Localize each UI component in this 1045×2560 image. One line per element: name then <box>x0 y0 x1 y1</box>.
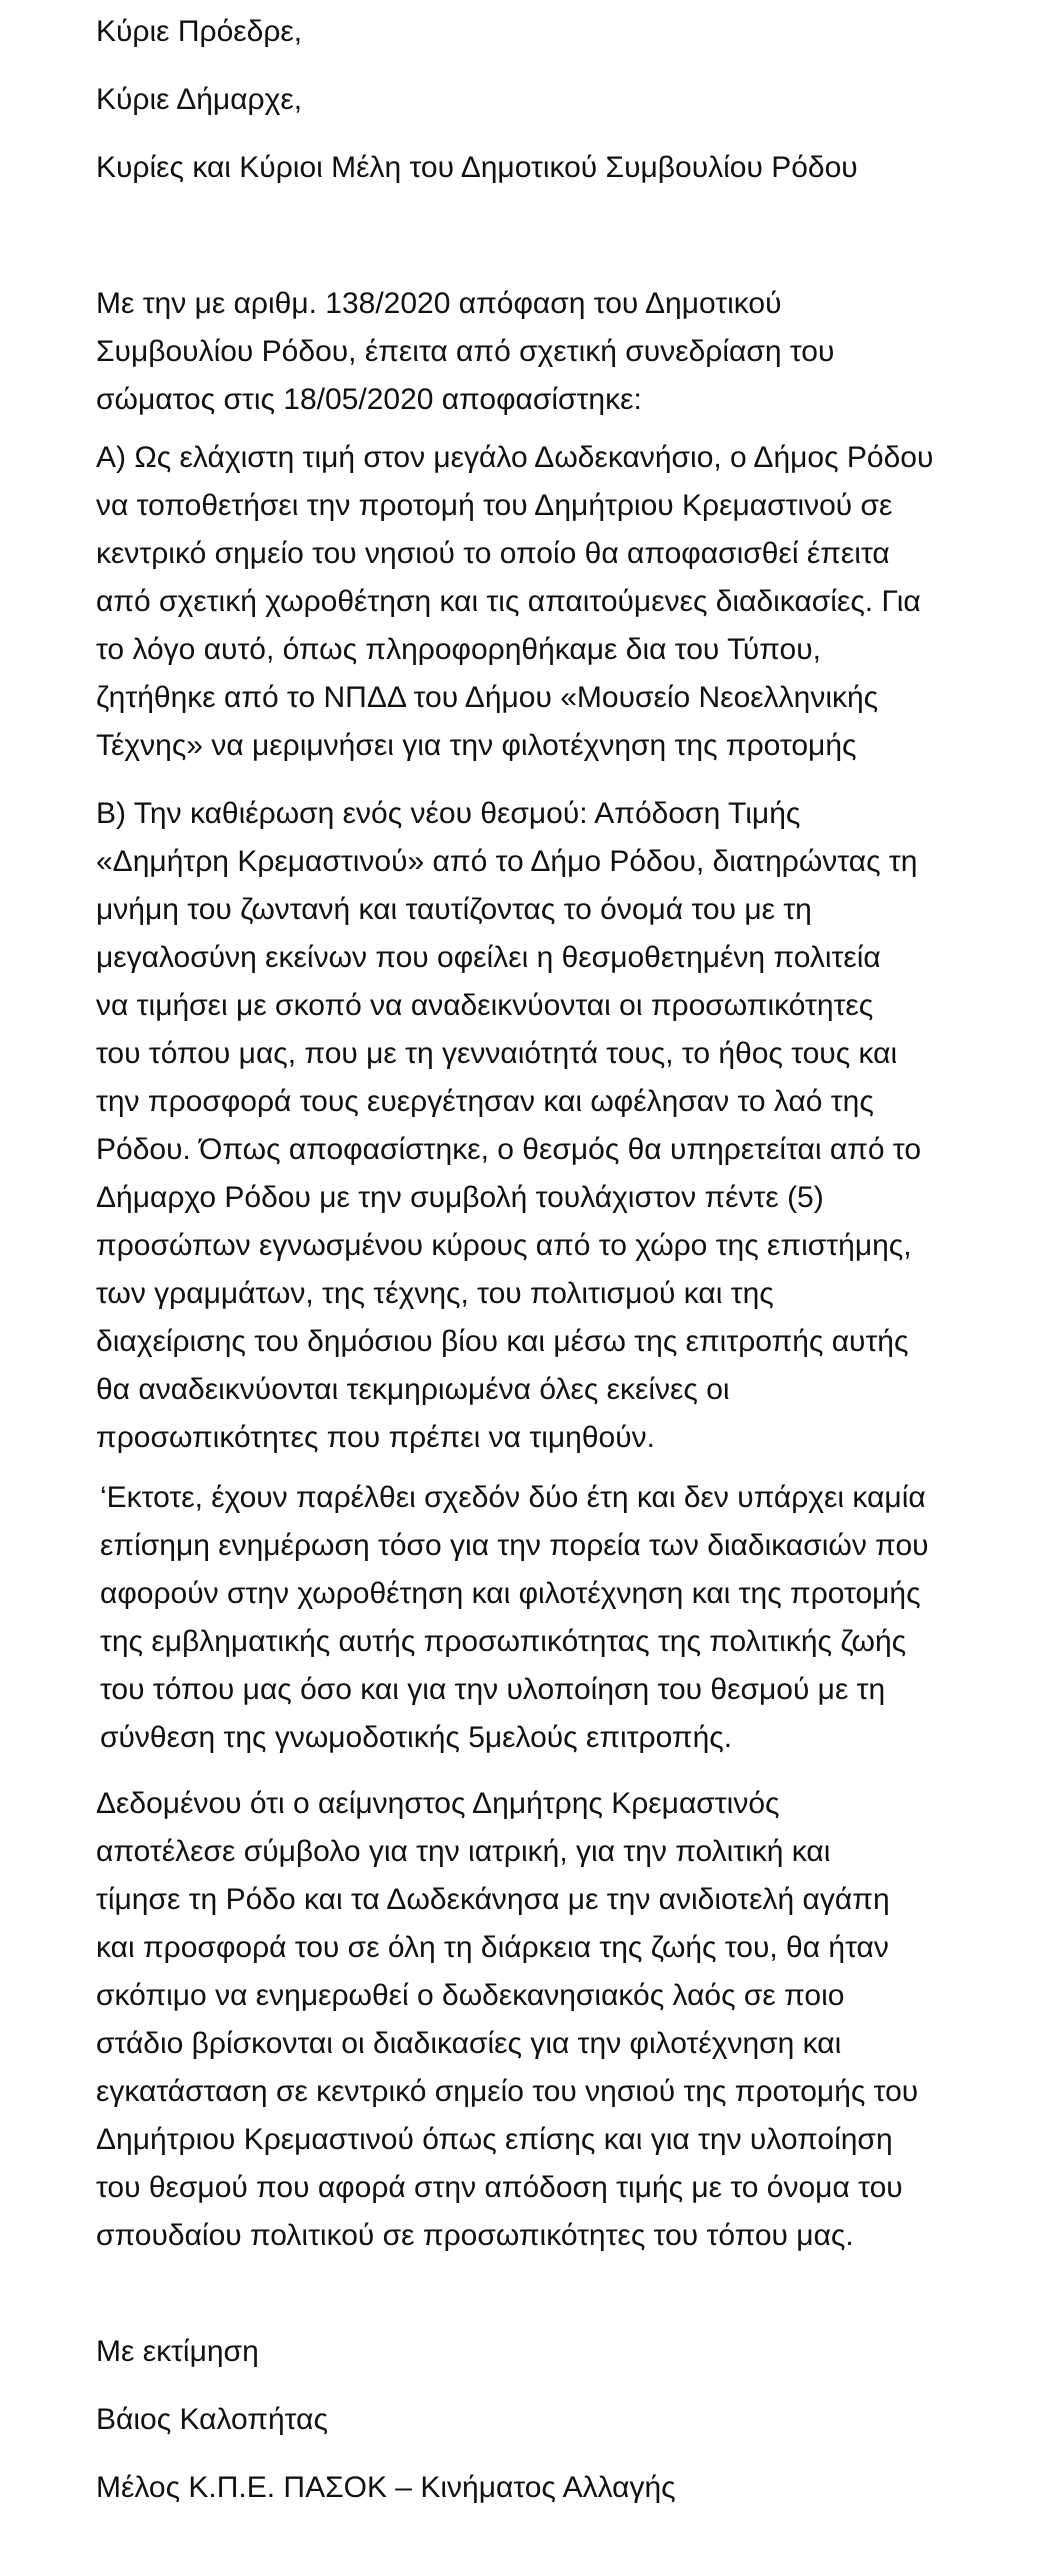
paragraph-line: Με την με αριθμ. 138/2020 απόφαση του Δημοτικού <box>96 287 782 320</box>
paragraph-line: διαχείρισης του δημόσιου βίου και μέσω της επιτροπής αυτής <box>96 1325 909 1358</box>
paragraph-line: από σχετική χωροθέτηση και τις απαιτούμενες διαδικασίες. Για <box>96 585 921 618</box>
paragraph-line: εγκατάσταση σε κεντρικό σημείο του νησιού της προτομής του <box>96 2075 919 2108</box>
paragraph-line: θα αναδεικνύονται τεκμηριωμένα όλες εκείνες οι <box>96 1373 730 1406</box>
closing-regards: Με εκτίμηση <box>96 2335 259 2368</box>
paragraph-point-a <box>96 434 996 770</box>
signature-title: Μέλος Κ.Π.Ε. ΠΑΣΟΚ – Κινήματος Αλλαγής <box>96 2471 676 2504</box>
paragraph-line: αφορούν στην χωροθέτηση και φιλοτέχνηση και της προτομής <box>100 1577 921 1610</box>
paragraph-line: σκόπιμο να ενημερωθεί ο δωδεκανησιακός λαός σε ποιο <box>96 1979 845 2012</box>
paragraph-point-b <box>96 790 996 1462</box>
paragraph-line: να τιμήσει με σκοπό να αναδεικνύονται οι προσωπικότητες <box>96 989 874 1022</box>
paragraph-line: ‘Εκτοτε, έχουν παρέλθει σχεδόν δύο έτη και δεν υπάρχει καμία <box>100 1481 926 1514</box>
paragraph-line: των γραμμάτων, της τέχνης, του πολιτισμού και της <box>96 1277 774 1310</box>
paragraph-line: Δεδομένου ότι ο αείμνηστος Δημήτρης Κρεμαστινός <box>96 1787 780 1820</box>
paragraph-line: του τόπου μας όσο και για την υλοποίηση του θεσμού με τη <box>100 1673 886 1706</box>
paragraph-line: Δημήτριου Κρεμαστινού όπως επίσης και για την υλοποίηση <box>96 2123 893 2156</box>
paragraph-line: του θεσμού που αφορά στην απόδοση τιμής με το όνομα του <box>96 2171 903 2204</box>
paragraph-line: να τοποθετήσει την προτομή του Δημήτριου Κρεμαστινού σε <box>96 489 893 522</box>
paragraph-line: επίσημη ενημέρωση τόσο για την πορεία των διαδικασιών που <box>100 1529 929 1562</box>
paragraph-line: σπουδαίου πολιτικού σε προσωπικότητες του τόπου μας. <box>96 2219 854 2252</box>
salutation-president: Κύριε Πρόεδρε, <box>96 15 303 48</box>
paragraph-line: κεντρικό σημείο του νησιού το οποίο θα αποφασισθεί έπειτα <box>96 537 890 570</box>
paragraph-line: μεγαλοσύνη εκείνων που οφείλει η θεσμοθετημένη πολιτεία <box>96 941 881 974</box>
paragraph-line: ζητήθηκε από το ΝΠΔΔ του Δήμου «Μουσείο Νεοελληνικής <box>96 681 879 714</box>
paragraph-line: προσώπων εγνωσμένου κύρους από το χώρο της επιστήμης, <box>96 1229 912 1262</box>
paragraph-line: Ρόδου. Όπως αποφασίστηκε, ο θεσμός θα υπηρετείται από το <box>96 1133 922 1166</box>
paragraph-request <box>96 1780 996 2260</box>
paragraph-line: «Δημήτρη Κρεμαστινού» από το Δήμο Ρόδου, διατηρώντας τη <box>96 845 918 878</box>
paragraph-line: Δήμαρχο Ρόδου με την συμβολή τουλάχιστον πέντε (5) <box>96 1181 824 1214</box>
paragraph-line: Συμβουλίου Ρόδου, έπειτα από σχετική συνεδρίαση του <box>96 335 835 368</box>
paragraph-decision <box>96 280 996 424</box>
paragraph-line: της εμβληματικής αυτής προσωπικότητας της πολιτικής ζωής <box>100 1625 907 1658</box>
signature-name: Βάιος Καλοπήτας <box>96 2403 328 2436</box>
paragraph-line: τίμησε τη Ρόδο και τα Δωδεκάνησα με την ανιδιοτελή αγάπη <box>96 1883 890 1916</box>
paragraph-line: στάδιο βρίσκονται οι διαδικασίες για την φιλοτέχνηση και <box>96 2027 842 2060</box>
paragraph-status <box>100 1474 1000 1762</box>
paragraph-line: Β) Την καθιέρωση ενός νέου θεσμού: Απόδοση Τιμής <box>96 797 801 830</box>
salutation-mayor: Κύριε Δήμαρχε, <box>96 83 303 116</box>
paragraph-line: μνήμη του ζωντανή και ταυτίζοντας το όνομά του με τη <box>96 893 812 926</box>
paragraph-line: και προσφορά του σε όλη τη διάρκεια της ζωής του, θα ήταν <box>96 1931 889 1964</box>
salutation-council: Κυρίες και Κύριοι Μέλη του Δημοτικού Συμβουλίου Ρόδου <box>96 151 858 184</box>
paragraph-line: αποτέλεσε σύμβολο για την ιατρική, για την πολιτική και <box>96 1835 831 1868</box>
paragraph-line: προσωπικότητες που πρέπει να τιμηθούν. <box>96 1421 655 1454</box>
paragraph-line: το λόγο αυτό, όπως πληροφορηθήκαμε δια του Τύπου, <box>96 633 821 666</box>
paragraph-line: Α) Ως ελάχιστη τιμή στον μεγάλο Δωδεκανήσιο, ο Δήμος Ρόδου <box>96 441 934 474</box>
paragraph-line: σύνθεση της γνωμοδοτικής 5μελούς επιτροπής. <box>100 1721 733 1754</box>
paragraph-line: Τέχνης» να μεριμνήσει για την φιλοτέχνηση της προτομής <box>96 729 857 762</box>
paragraph-line: του τόπου μας, που με τη γενναιότητά τους, το ήθος τους και <box>96 1037 898 1070</box>
paragraph-line: σώματος στις 18/05/2020 αποφασίστηκε: <box>96 383 642 416</box>
paragraph-line: την προσφορά τους ευεργέτησαν και ωφέλησαν το λαό της <box>96 1085 874 1118</box>
